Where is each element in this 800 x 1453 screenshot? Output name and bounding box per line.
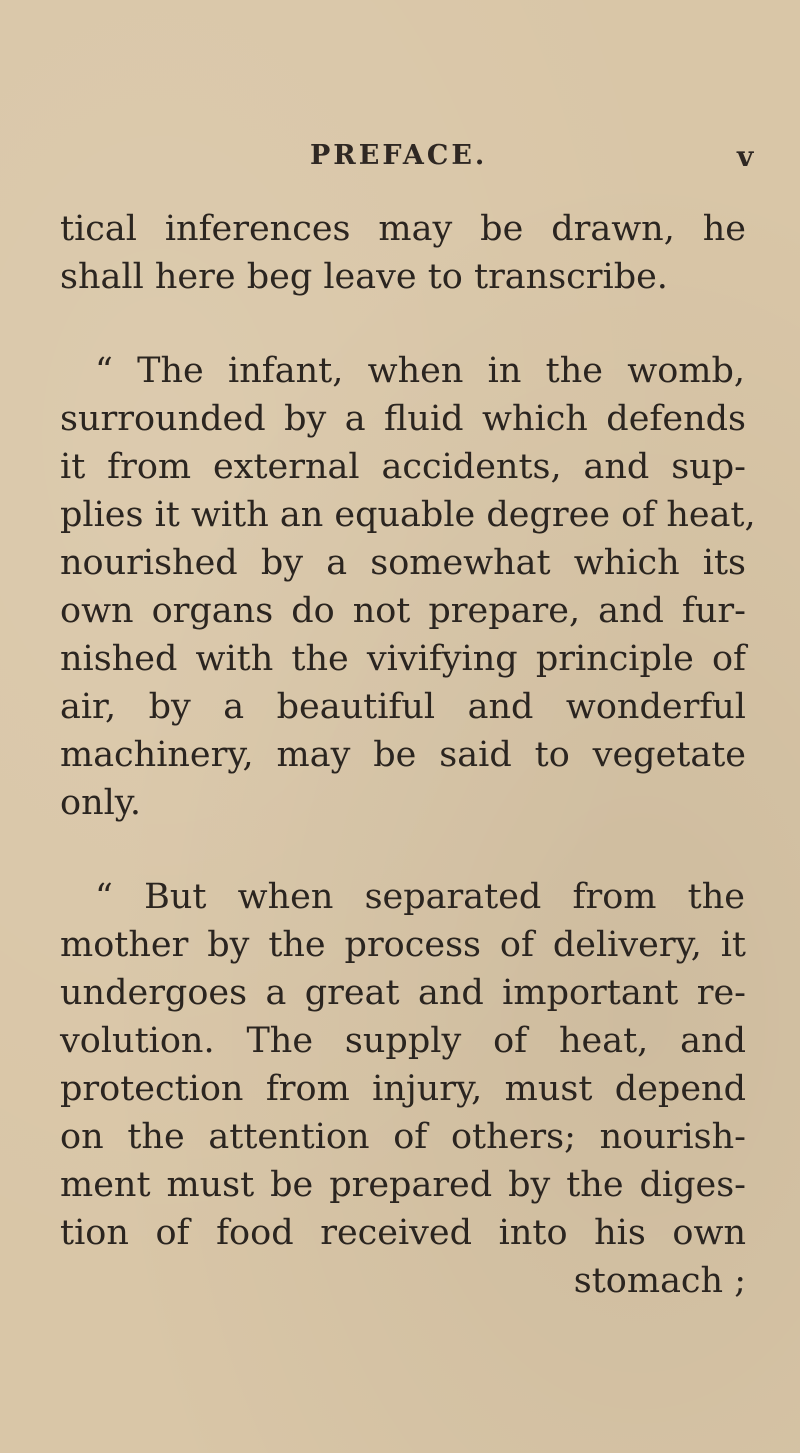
text-line: protection from injury, must depend <box>60 1069 746 1109</box>
text-line: nourished by a somewhat which its <box>60 543 746 583</box>
page-number: v <box>737 140 754 173</box>
text-line: on the attention of others; nourish- <box>60 1117 746 1157</box>
text-line: own organs do not prepare, and fur- <box>60 591 746 631</box>
running-title: PREFACE. <box>310 140 488 171</box>
text-line: nished with the vivifying principle of <box>60 639 746 679</box>
text-line: mother by the process of delivery, it <box>60 925 746 965</box>
text-line: ment must be prepared by the diges- <box>60 1165 746 1205</box>
text-line: tion of food received into his own <box>60 1213 746 1253</box>
text-line: surrounded by a fluid which defends <box>60 399 746 439</box>
text-line: only. <box>60 783 142 823</box>
text-line: “ The infant, when in the womb, <box>95 351 745 391</box>
catchword: stomach ; <box>573 1261 746 1301</box>
text-line: it from external accidents, and sup- <box>60 447 746 487</box>
text-line: tical inferences may be drawn, he <box>60 209 746 249</box>
text-line: machinery, may be said to vegetate <box>60 735 746 775</box>
text-line: volution. The supply of heat, and <box>60 1021 746 1061</box>
text-line: shall here beg leave to transcribe. <box>60 257 668 297</box>
text-line: undergoes a great and important re- <box>60 973 746 1013</box>
text-line: plies it with an equable degree of heat, <box>60 495 756 535</box>
text-line: “ But when separated from the <box>95 877 745 917</box>
text-line: air, by a beautiful and wonderful <box>60 687 746 727</box>
